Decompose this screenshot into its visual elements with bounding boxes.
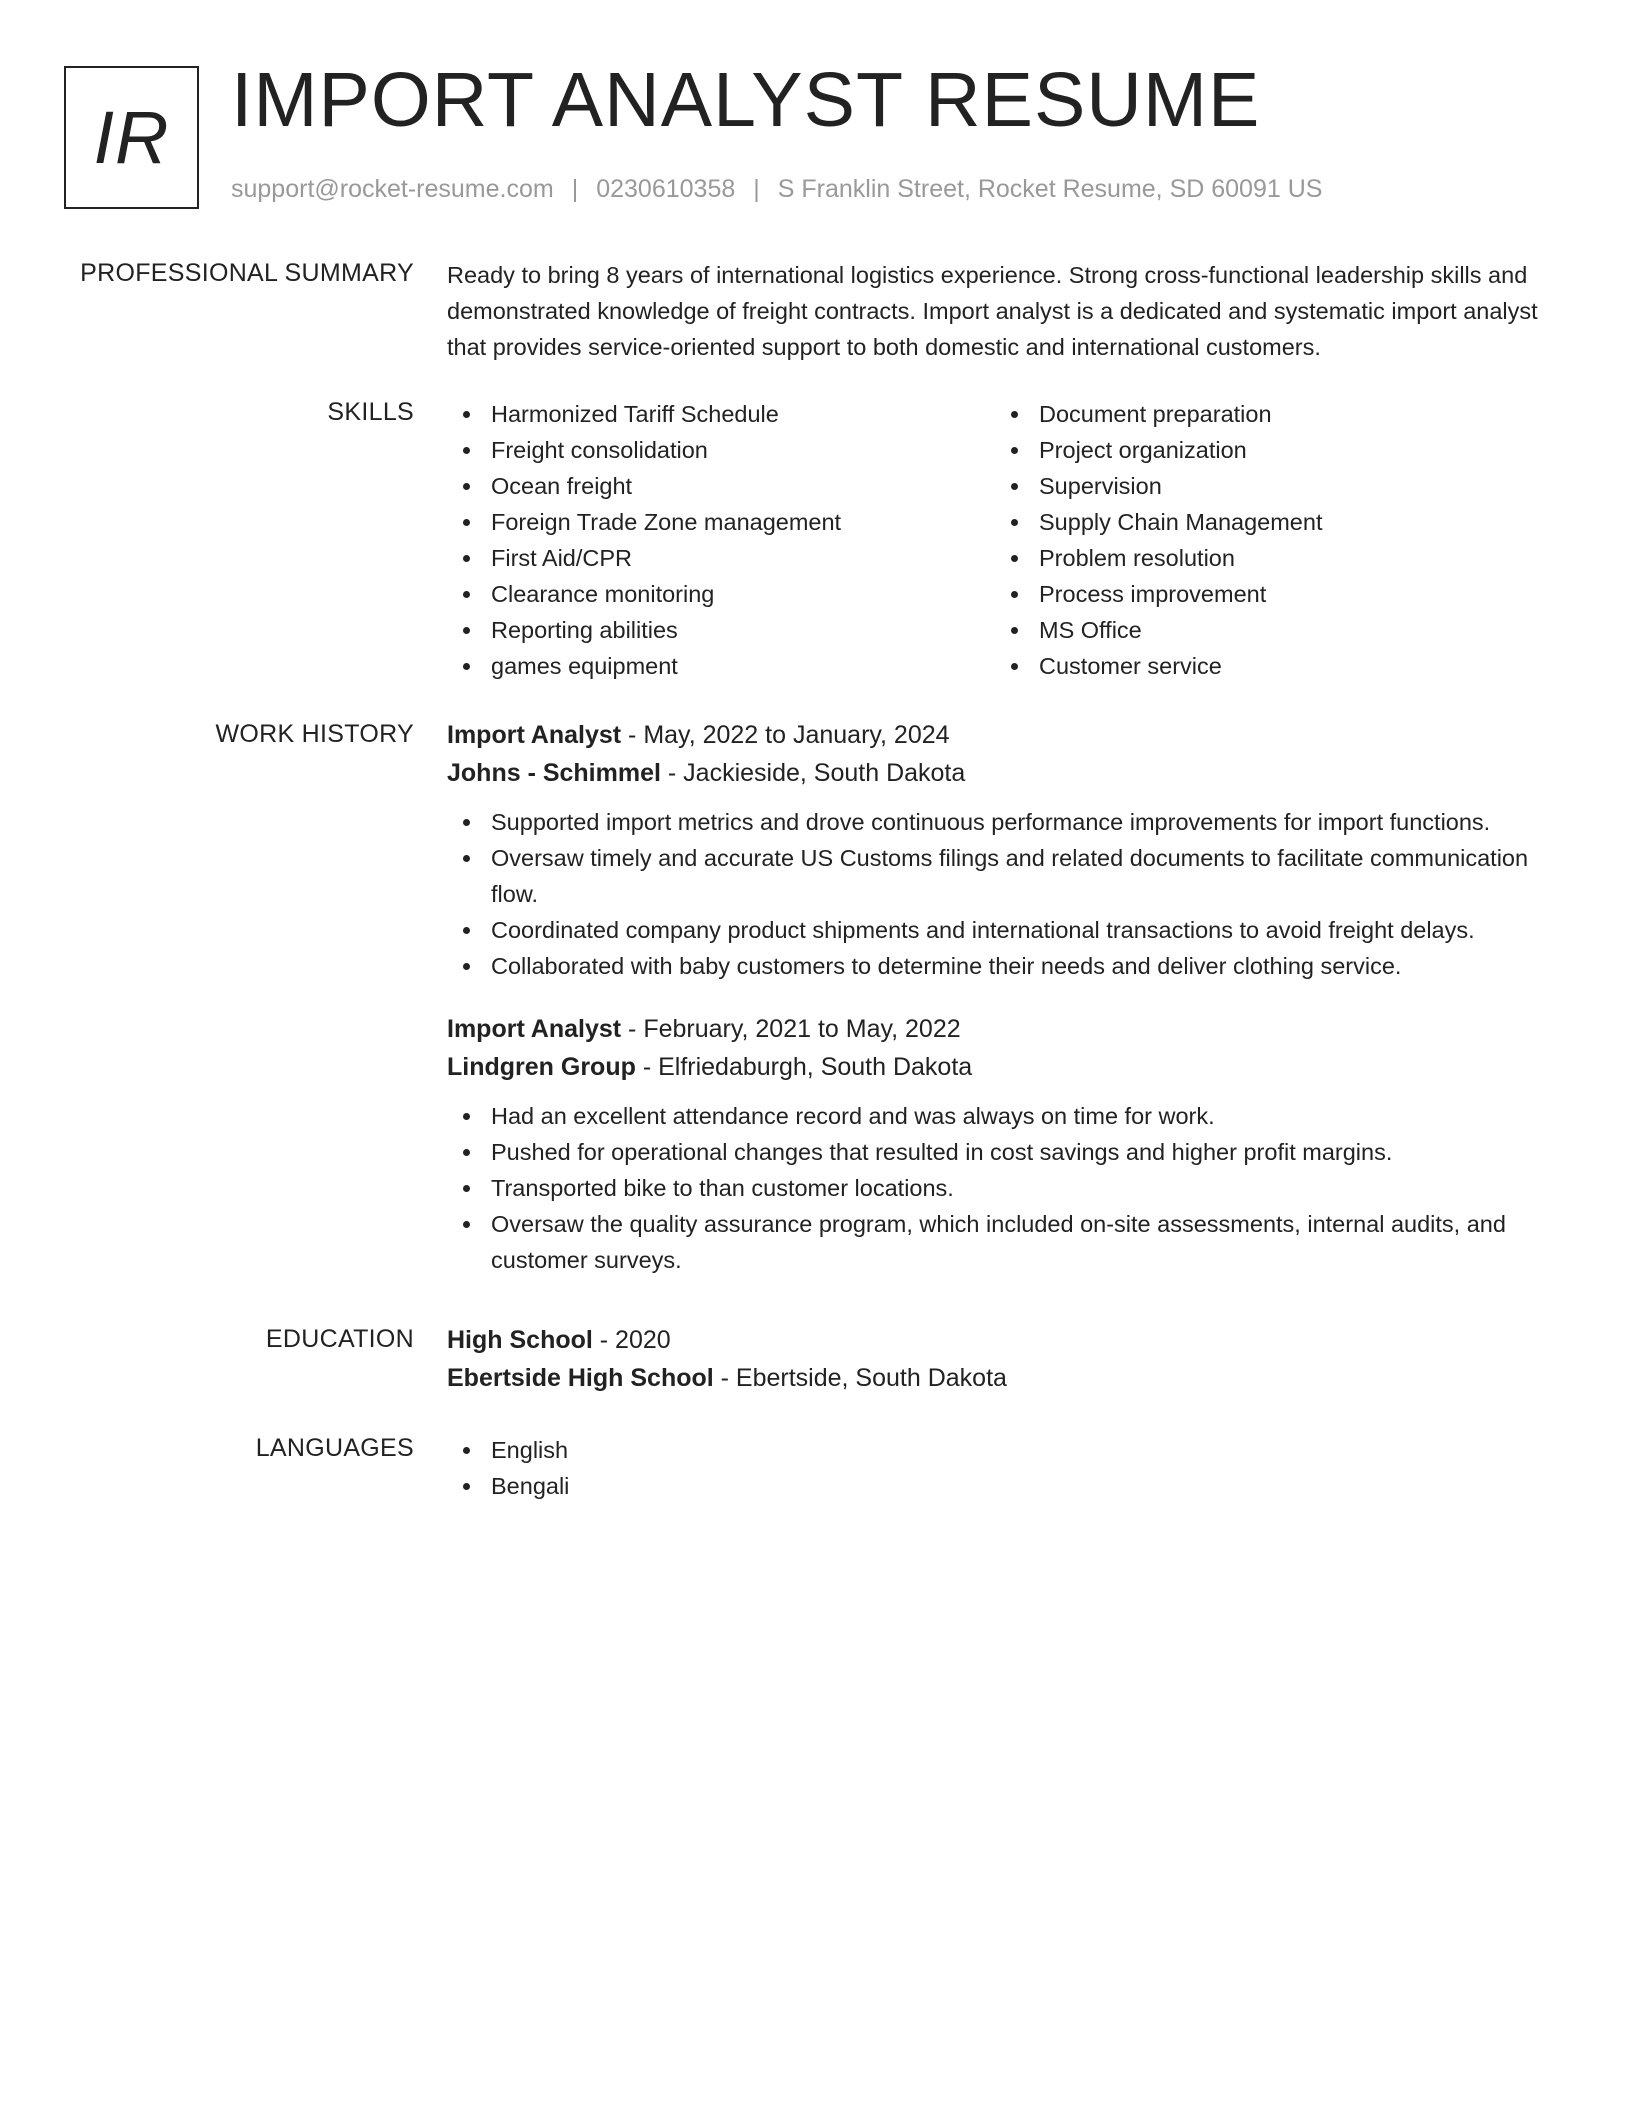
skill-item: Freight consolidation [447, 432, 995, 468]
language-item: English [447, 1432, 1567, 1468]
summary-text: Ready to bring 8 years of international logistics experience. Strong cross-functional leadership skills and demonstrated knowledge of freight contracts. Import analyst is a dedicated and systematic import analyst that provides service-oriented support to both domestic and international customers. [447, 262, 1538, 360]
job-entry [447, 1010, 1567, 1278]
language-item: Bengali [447, 1468, 1567, 1504]
job-bullet: Pushed for operational changes that resulted in cost savings and higher profit margins. [447, 1134, 1567, 1170]
monogram-initials: IR [93, 96, 170, 179]
work-entries [447, 716, 1567, 1278]
contact-separator: | [571, 175, 579, 203]
contact-address: S Franklin Street, Rocket Resume, SD 60091 US [777, 175, 1323, 203]
job-bullet: Transported bike to than customer locations. [447, 1170, 1567, 1206]
education-year: - 2020 [592, 1326, 671, 1354]
job-bullets [447, 804, 1567, 984]
skill-item: Customer service [995, 648, 1543, 684]
skill-item: Supervision [995, 468, 1543, 504]
languages-list [447, 1432, 1567, 1504]
education-degree: High School [447, 1326, 593, 1354]
contact-line [231, 175, 1322, 204]
job-entry [447, 716, 1567, 984]
skill-item: Project organization [995, 432, 1543, 468]
skill-item: Foreign Trade Zone management [447, 504, 995, 540]
education-entry [447, 1321, 1567, 1397]
skill-item: Clearance monitoring [447, 576, 995, 612]
skill-item: MS Office [995, 612, 1543, 648]
job-location: - Elfriedaburgh, South Dakota [635, 1053, 973, 1081]
skill-item: First Aid/CPR [447, 540, 995, 576]
job-dates: - May, 2022 to January, 2024 [621, 721, 950, 749]
job-company: Lindgren Group [447, 1053, 636, 1081]
skills-columns [447, 396, 1567, 684]
section-label-work: WORK HISTORY [215, 720, 414, 748]
education-location: - Ebertside, South Dakota [713, 1364, 1007, 1392]
skill-item: Ocean freight [447, 468, 995, 504]
contact-email: support@rocket-resume.com [231, 175, 554, 203]
job-company-line [447, 754, 1567, 792]
skill-item: Process improvement [995, 576, 1543, 612]
education-degree-line [447, 1321, 1567, 1359]
job-bullets [447, 1098, 1567, 1278]
languages-entry [447, 1432, 1567, 1504]
job-bullet: Supported import metrics and drove continuous performance improvements for import functions. [447, 804, 1567, 840]
education-school: Ebertside High School [447, 1364, 714, 1392]
skill-item: Supply Chain Management [995, 504, 1543, 540]
job-bullet: Coordinated company product shipments and international transactions to avoid freight delays. [447, 912, 1567, 948]
skills-list-right [995, 396, 1543, 684]
job-title-line [447, 1010, 1567, 1048]
job-dates: - February, 2021 to May, 2022 [621, 1015, 961, 1043]
education-school-line [447, 1359, 1567, 1397]
monogram-box [64, 66, 199, 209]
job-company-line [447, 1048, 1567, 1086]
skill-item: Reporting abilities [447, 612, 995, 648]
section-label-skills: SKILLS [327, 398, 414, 426]
job-title-line [447, 716, 1567, 754]
section-label-education: EDUCATION [265, 1325, 414, 1353]
job-title: Import Analyst [447, 721, 622, 749]
contact-separator: | [753, 175, 760, 203]
skill-item: games equipment [447, 648, 995, 684]
job-title: Import Analyst [447, 1015, 622, 1043]
job-company: Johns - Schimmel [447, 759, 661, 787]
skills-list-left [447, 396, 995, 684]
resume-title: IMPORT ANALYST RESUME [231, 57, 1261, 143]
skill-item: Document preparation [995, 396, 1543, 432]
contact-phone: 0230610358 [596, 175, 736, 203]
job-bullet: Oversaw the quality assurance program, which included on-site assessments, internal audits, and customer surveys. [447, 1206, 1567, 1278]
job-bullet: Collaborated with baby customers to determine their needs and deliver clothing service. [447, 948, 1567, 984]
section-label-summary: PROFESSIONAL SUMMARY [80, 259, 414, 287]
job-bullet: Had an excellent attendance record and was always on time for work. [447, 1098, 1567, 1134]
job-bullet: Oversaw timely and accurate US Customs filings and related documents to facilitate communication flow. [447, 840, 1567, 912]
skill-item: Problem resolution [995, 540, 1543, 576]
section-label-languages: LANGUAGES [255, 1434, 414, 1462]
skill-item: Harmonized Tariff Schedule [447, 396, 995, 432]
job-location: - Jackieside, South Dakota [660, 759, 966, 787]
